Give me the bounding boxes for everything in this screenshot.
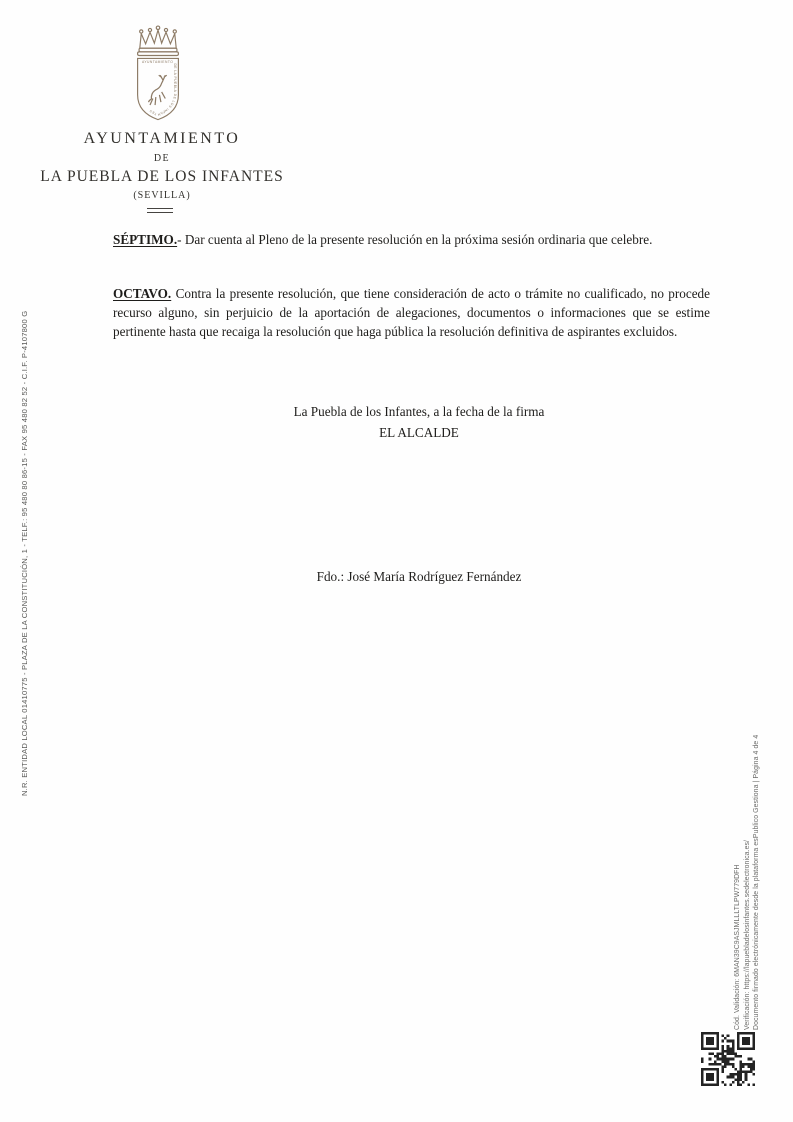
closing-block bbox=[113, 401, 725, 443]
header-rule bbox=[147, 208, 173, 213]
org-province: (SEVILLA) bbox=[133, 190, 191, 201]
qr-code bbox=[701, 1032, 755, 1086]
municipal-crest-icon bbox=[121, 22, 195, 124]
letterhead bbox=[40, 130, 284, 202]
paragraph-octavo bbox=[113, 284, 710, 341]
paragraph-lead: OCTAVO. bbox=[113, 286, 172, 302]
role-line: EL ALCALDE bbox=[379, 425, 459, 440]
validation-code-line: Cód. Validación: 6MAN39C9ASJMLLLTLPW779DFH bbox=[734, 864, 741, 1030]
crest-ring-text: AYUNTAMIENTO DE LA PUEBLA DE LOS INFANTES bbox=[141, 59, 178, 117]
left-margin-entity-info: N.R. ENTIDAD LOCAL 01410775 - PLAZA DE LA CONSTITUCIÓN, 1 - TELF.: 95 480 80 86-15 - FAX 95 480 82 52 - C.I.F. P-4107800 G bbox=[20, 310, 29, 796]
paragraph-lead: SÉPTIMO. bbox=[113, 232, 178, 248]
place-date-line: La Puebla de los Infantes, a la fecha de la firma bbox=[293, 404, 545, 419]
signature-line: Fdo.: José María Rodríguez Fernández bbox=[316, 569, 522, 584]
shield-icon bbox=[138, 58, 179, 119]
paragraph-septimo bbox=[113, 230, 710, 249]
paragraph-text: Contra la presente resolución, que tiene consideración de acto o trámite no cualificado, no procede recurso alguno, sin perjuicio de la aportación de alegaciones, documentos o informaciones que se estime pertinente hasta que recaiga la resolución que haga pública la resolución definitiva de aspirantes excluidos. bbox=[113, 286, 710, 340]
right-margin-validation-block bbox=[733, 735, 762, 1030]
crown-icon bbox=[138, 26, 179, 55]
svg-text:AYUNTAMIENTO DE LA PUEBLA DE L bbox=[142, 60, 177, 117]
paragraph-text: - Dar cuenta al Pleno de la presente resolución en la próxima sesión ordinaria que celebre. bbox=[177, 232, 653, 248]
org-name-line3: LA PUEBLA DE LOS INFANTES bbox=[40, 168, 284, 185]
verification-url-line: Verificación: https://lapuebladelosinfantes.sedelectronica.es/ bbox=[743, 839, 751, 1030]
signature-block bbox=[113, 566, 725, 587]
org-name-line2: DE bbox=[153, 153, 171, 164]
deer-icon bbox=[149, 75, 167, 105]
org-name-line1: AYUNTAMIENTO bbox=[83, 130, 241, 147]
signed-platform-line: Documento firmado electrónicamente desde la plataforma esPublico Gestiona | Página 4 de 4 bbox=[753, 734, 761, 1030]
